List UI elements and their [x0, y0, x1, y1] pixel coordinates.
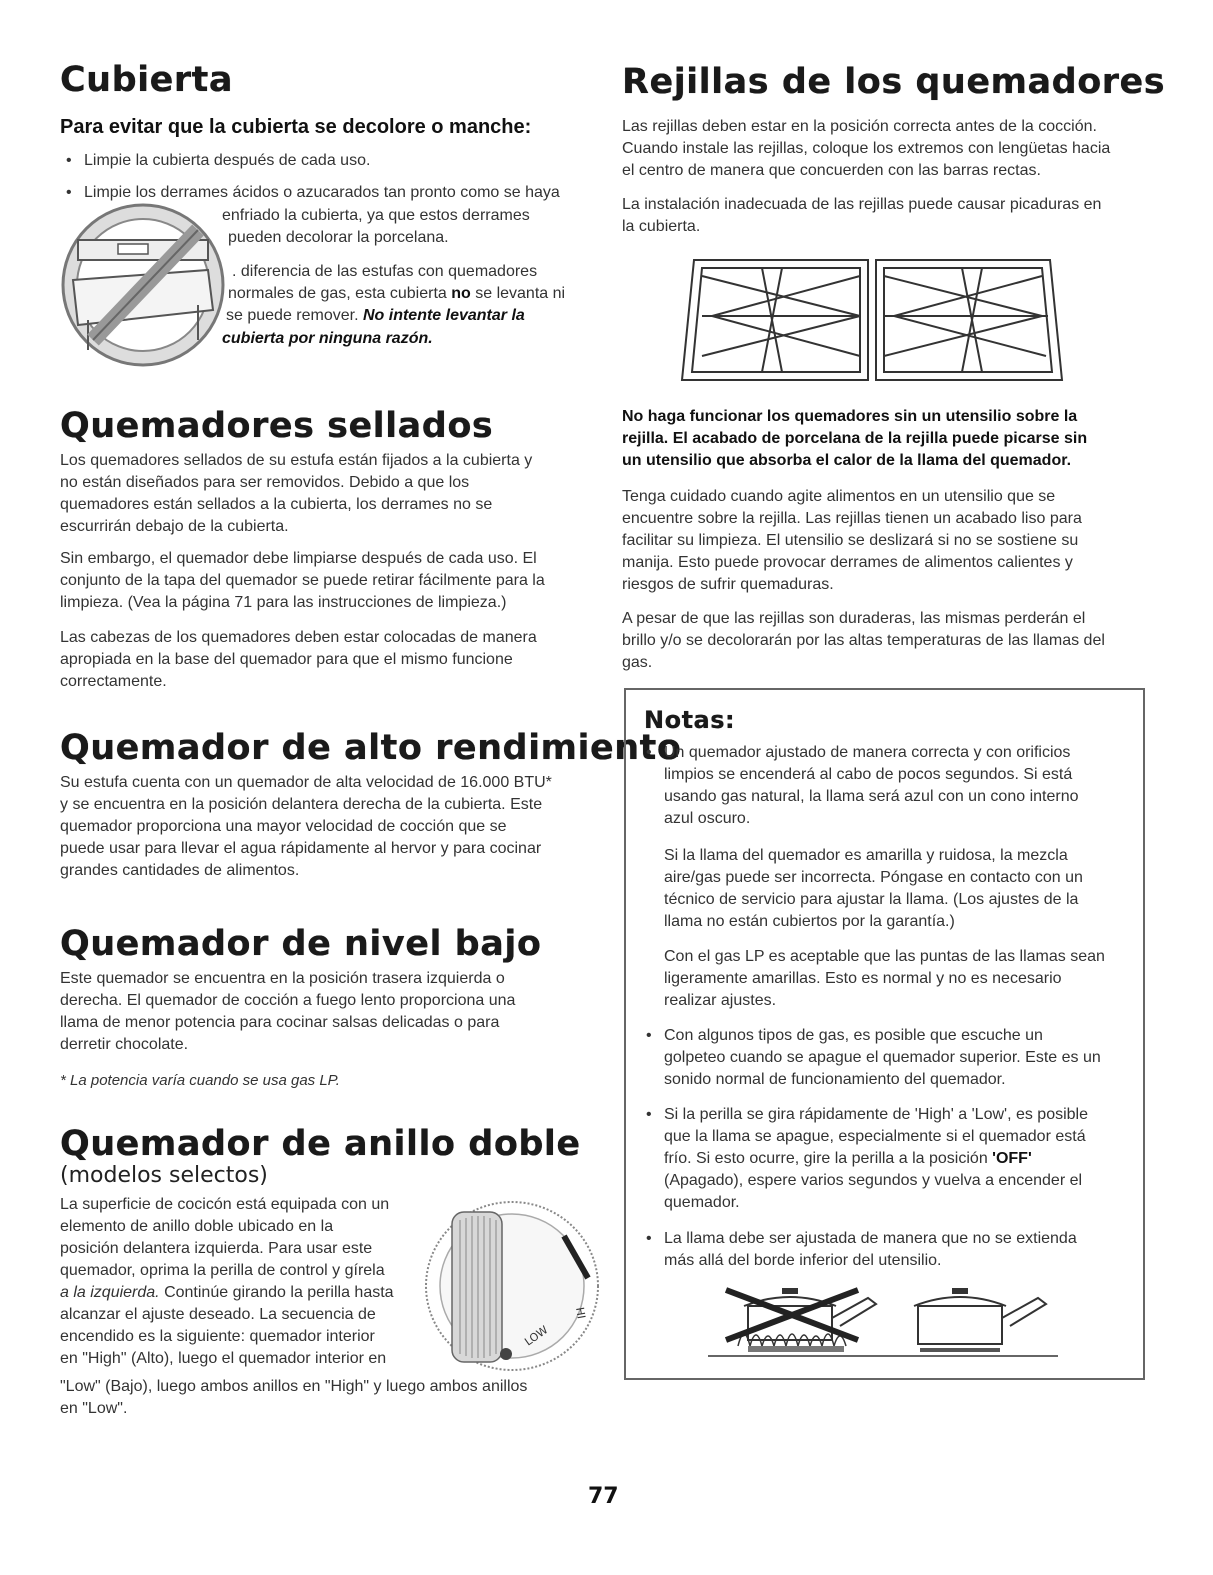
cubierta-subtitle: Para evitar que la cubierta se decolore o manche: — [60, 116, 532, 138]
flame-comparison-illustration — [708, 1282, 1068, 1362]
bajo-footnote: * La potencia varía cuando se usa gas LP. — [60, 1072, 340, 1089]
cubierta-bullet-2-cont2: pueden decolorar la porcelana. — [228, 229, 449, 246]
knob-label-low: LOW — [522, 1323, 551, 1349]
doble-subtitle: (modelos selectos) — [60, 1163, 268, 1188]
notas-bullet-4: • La llama debe ser ajustada de manera que no se extienda — [664, 1228, 1077, 1250]
cubierta-title: Cubierta — [60, 60, 234, 100]
doble-title: Quemador de anillo doble — [60, 1124, 581, 1164]
cubierta-para-line2: normales de gas, esta cubierta no se levanta ni — [228, 285, 566, 302]
correct-flame-pot — [914, 1288, 1046, 1350]
cubierta-para-line4: cubierta por ninguna razón. — [222, 330, 433, 347]
knob-label-hi: HI — [573, 1306, 588, 1320]
no-lift-cooktop-illustration — [58, 200, 228, 370]
cubierta-bullet-2: • Limpie los derrames ácidos o azucarados tan pronto como se haya — [84, 182, 560, 204]
cubierta-bullet-1: • Limpie la cubierta después de cada uso. — [84, 150, 370, 172]
incorrect-flame-pot — [726, 1288, 876, 1352]
sellados-title: Quemadores sellados — [60, 406, 494, 446]
cubierta-bullet-2-cont1: enfriado la cubierta, ya que estos derrames — [222, 207, 530, 224]
notas-bullet-2: • Con algunos tipos de gas, es posible que escuche un — [664, 1025, 1043, 1047]
bajo-title: Quemador de nivel bajo — [60, 924, 542, 964]
notas-bullet-1: • Un quemador ajustado de manera correcta y con orificios — [664, 742, 1070, 764]
rejillas-title: Rejillas de los quemadores — [622, 62, 1166, 102]
alto-title: Quemador de alto rendimiento — [60, 728, 682, 768]
notas-title: Notas: — [644, 706, 736, 734]
cubierta-para-line1: . diferencia de las estufas con quemadores — [232, 263, 538, 280]
notas-bullet-3: • Si la perilla se gira rápidamente de 'High' a 'Low', es posible — [664, 1104, 1088, 1126]
page-number: 77 — [588, 1484, 619, 1509]
burner-grates-illustration — [672, 252, 1072, 386]
cubierta-para-line3: se puede remover. No intente levantar la — [226, 307, 525, 324]
control-knob-illustration — [416, 1196, 606, 1374]
